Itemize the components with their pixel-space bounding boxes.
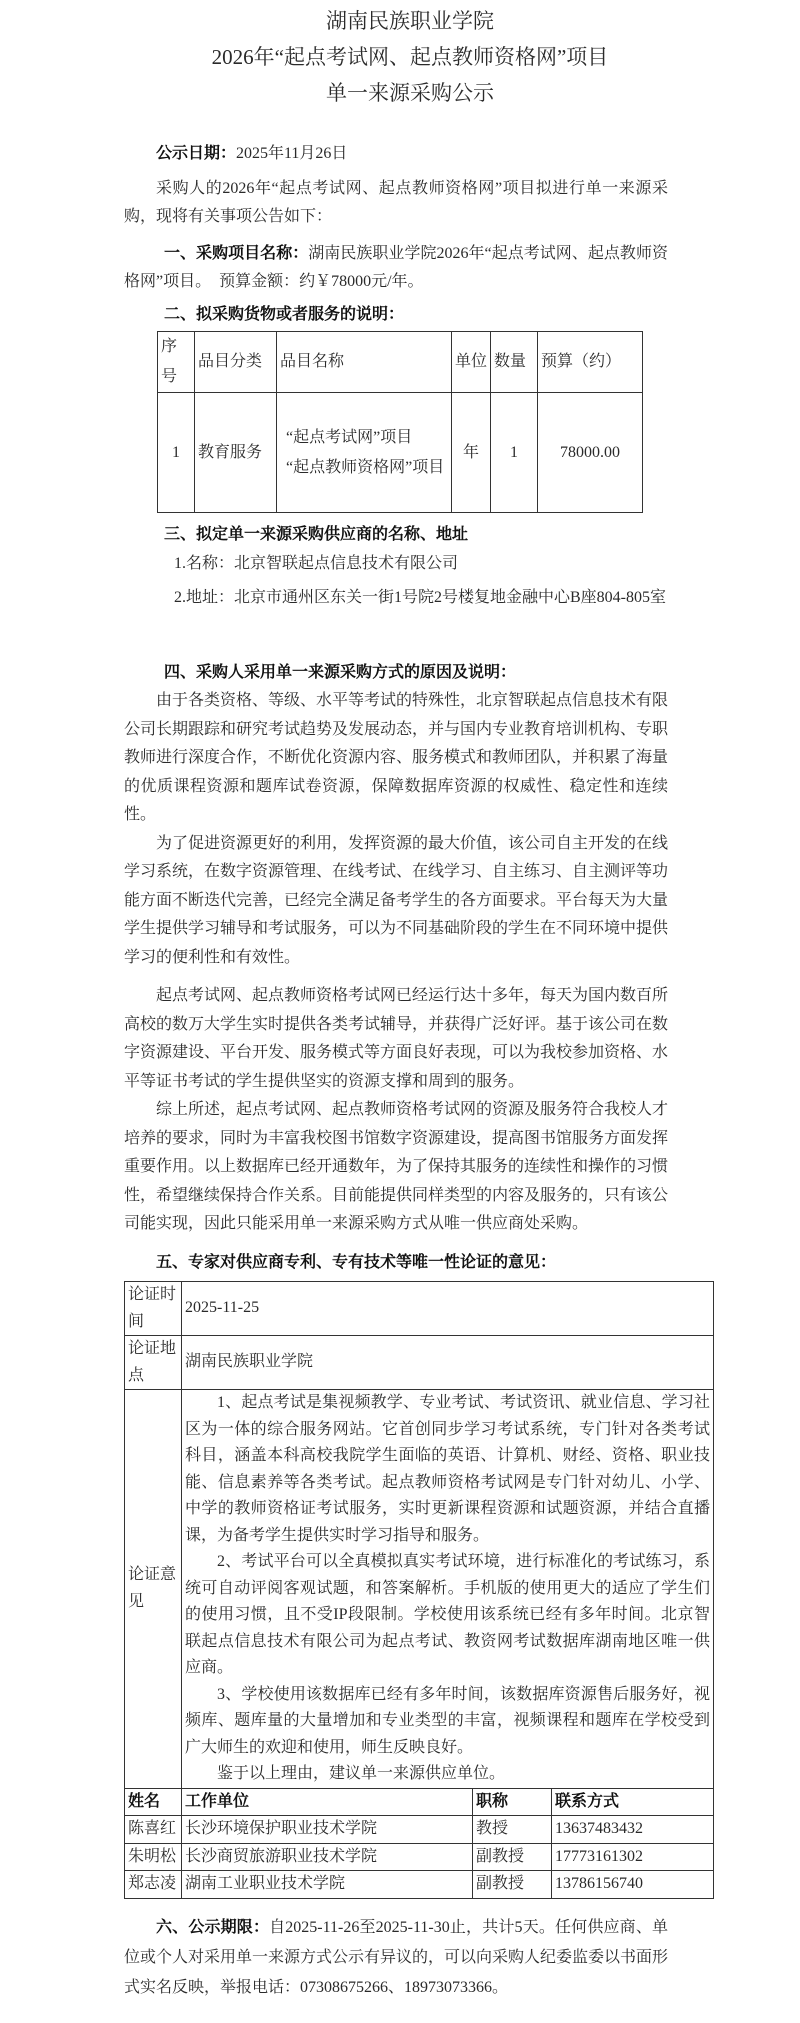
items-table <box>157 331 643 513</box>
name-line1: “起点考试网”项目 <box>286 428 413 446</box>
th-budget: 预算（约） <box>538 332 643 393</box>
expert-title: 教授 <box>473 1816 552 1844</box>
cell-name <box>277 393 452 513</box>
section6 <box>124 1913 668 2003</box>
th-expert-org <box>182 1788 473 1816</box>
name-line2: “起点教师资格网”项目 <box>286 458 445 476</box>
place-value: 湖南民族职业学院 <box>182 1336 714 1390</box>
section6-text: 自2025-11-26至2025-11-30止，共计5天。任何供应商、单位或个人对采用单一来源方式公示有异议的，可以向采购人纪委监委以书面形式实名反映，举报电话：07308675266、18973073366。 <box>124 1918 669 1996</box>
expert-name: 郑志凌 <box>125 1871 182 1899</box>
document-body <box>124 140 710 2023</box>
cell-category: 教育服务 <box>195 393 277 513</box>
date-value: 2025年11月26日 <box>236 145 348 162</box>
th-text: 工作单位 <box>185 1792 250 1810</box>
th-text: 职称 <box>476 1792 509 1810</box>
expert-title: 副教授 <box>473 1871 552 1899</box>
expert-row <box>125 1816 714 1844</box>
expert-phone: 13637483432 <box>552 1816 714 1844</box>
time-label: 论证时间 <box>125 1282 182 1336</box>
doc-title <box>0 0 800 108</box>
expert-title: 副教授 <box>473 1843 552 1871</box>
place-row <box>125 1336 714 1390</box>
th-no: 序号 <box>158 332 195 393</box>
section1-text: 湖南民族职业学院2026年“起点考试网、起点教师资格网”项目。 预算金额：约￥78000元/年。 <box>124 244 668 290</box>
doc-title-org: 湖南民族职业学院 <box>326 9 494 33</box>
reason-paragraph: 由于各类资格、等级、水平等考试的特殊性，北京智联起点信息技术有限公司长期跟踪和研究考试趋势及发展动态，并与国内专业教育培训机构、专职教师进行深度合作，不断优化资源内容、服务模式和教师团队，并积累了海量的优质课程资源和题库试卷资源，保障数据库资源的权威性、稳定性和连续性。 <box>124 692 669 823</box>
expert-row <box>125 1843 714 1871</box>
doc-title-project: 2026年“起点考试网、起点教师资格网”项目 <box>211 45 609 69</box>
th-unit: 单位 <box>452 332 491 393</box>
reason-paragraph: 综上所述，起点考试网、起点教师资格考试网的资源及服务符合我校人才培养的要求，同时为丰富我校图书馆数字资源建设，提高图书馆服务方面发挥重要作用。以上数据库已经开通数年，为了保持其服务的连续性和操作的习惯性，希望继续保持合作关系。目前能提供同样类型的内容及服务的，只有该公司能实现，因此只能采用单一来源采购方式从唯一供应商处采购。 <box>124 1101 669 1232</box>
opinion-label: 论证意见 <box>125 1390 182 1789</box>
date-label: 公示日期： <box>156 145 237 162</box>
expert-org: 长沙商贸旅游职业技术学院 <box>182 1843 473 1871</box>
th-qty: 数量 <box>491 332 538 393</box>
section4-heading <box>124 659 668 688</box>
expert-header-row <box>125 1788 714 1816</box>
th-expert-title <box>473 1788 552 1816</box>
cell-budget: 78000.00 <box>538 393 643 513</box>
place-label: 论证地点 <box>125 1336 182 1390</box>
doc-title-type: 单一来源采购公示 <box>326 81 494 105</box>
table-row <box>158 393 643 513</box>
opinion-paragraph: 2、考试平台可以全真模拟真实考试环境，进行标准化的考试练习，系统可自动评阅客观试题，和答案解析。手机版的使用更大的适应了学生们的使用习惯，且不受IP段限制。学校使用该系统已经有多年时间。北京智联起点信息技术有限公司为起点考试、教资网考试数据库湖南地区唯一供应商。 <box>185 1553 710 1676</box>
expert-org: 湖南工业职业技术学院 <box>182 1871 473 1899</box>
reason-paragraph: 为了促进资源更好的利用，发挥资源的最大价值，该公司自主开发的在线学习系统，在数字资源管理、在线考试、在线学习、自主练习、自主测评等功能方面不断迭代完善，已经完全满足备考学生的各方面要求。平台每天为大量学生提供学习辅导和考试服务，可以为不同基础阶段的学生在不同环境中提供学习的便利性和有效性。 <box>124 834 669 966</box>
announce-date <box>124 140 668 169</box>
th-category: 品目分类 <box>195 332 277 393</box>
opinion-row <box>125 1390 714 1789</box>
section5-label: 五、专家对供应商专利、专有技术等唯一性论证的意见： <box>156 1253 557 1271</box>
opinion-content <box>182 1390 714 1789</box>
section2-label: 二、拟采购货物或者服务的说明： <box>164 305 405 323</box>
expert-phone: 13786156740 <box>552 1871 714 1899</box>
cell-qty: 1 <box>491 393 538 513</box>
time-row <box>125 1282 714 1336</box>
section4-body <box>124 687 668 1239</box>
th-text: 姓名 <box>128 1792 161 1810</box>
th-expert-name <box>125 1788 182 1816</box>
th-text: 联系方式 <box>555 1792 620 1810</box>
expert-org: 长沙环境保护职业技术学院 <box>182 1816 473 1844</box>
opinion-paragraph: 3、学校使用该数据库已经有多年时间，该数据库资源售后服务好，视频库、题库量的大量增加和专业类型的丰富，视频课程和题库在学校受到广大师生的欢迎和使用，师生反映良好。 <box>185 1685 710 1756</box>
th-name: 品目名称 <box>277 332 452 393</box>
th-expert-phone <box>552 1788 714 1816</box>
cell-unit: 年 <box>452 393 491 513</box>
section5-heading <box>124 1249 668 1278</box>
reason-paragraph: 起点考试网、起点教师资格考试网已经运行达十多年，每天为国内数百所高校的数万大学生实时提供各类考试辅导，并获得广泛好评。基于该公司在数字资源建设、平台开发、服务模式等方面良好表现，可以为我校参加资格、水平等证书考试的学生提供坚实的资源支撑和周到的服务。 <box>124 987 669 1090</box>
cell-no: 1 <box>158 393 195 513</box>
intro-paragraph: 采购人的2026年“起点考试网、起点教师资格网”项目拟进行单一来源采购，现将有关事项公告如下： <box>124 179 668 225</box>
opinion-paragraph: 1、起点考试是集视频教学、专业考试、考试资讯、就业信息、学习社区为一体的综合服务网站。它首创同步学习考试系统，专门针对各类考试科目，涵盖本科高校我院学生面临的英语、计算机、财经、资格、职业技能、信息素养等各类考试。起点教师资格考试网是专门针对幼儿、小学、中学的教师资格证考试服务，实时更新课程资源和试题资源，并结合直播课，为备考学生提供实时学习指导和服务。 <box>185 1394 710 1544</box>
section3-label: 三、拟定单一来源采购供应商的名称、地址 <box>164 526 469 543</box>
section2-heading <box>124 301 668 330</box>
expert-row <box>125 1871 714 1899</box>
section4-label: 四、采购人采用单一来源采购方式的原因及说明： <box>164 663 517 681</box>
table-header-row <box>158 332 643 393</box>
expert-table <box>124 1281 714 1899</box>
expert-name: 陈喜红 <box>125 1816 182 1844</box>
supplier-name: 1.名称：北京智联起点信息技术有限公司 <box>174 554 459 572</box>
opinion-paragraph: 鉴于以上理由，建议单一来源供应单位。 <box>217 1765 506 1782</box>
expert-phone: 17773161302 <box>552 1843 714 1871</box>
section3-heading <box>124 521 668 550</box>
section6-label: 六、公示期限： <box>156 1918 270 1936</box>
expert-name: 朱明松 <box>125 1843 182 1871</box>
supplier-address: 2.地址：北京市通州区东关一街1号院2号楼复地金融中心B座804-805室 <box>174 589 667 606</box>
section1-label: 一、采购项目名称： <box>164 244 309 262</box>
time-value: 2025-11-25 <box>182 1282 714 1336</box>
section1 <box>124 240 668 297</box>
